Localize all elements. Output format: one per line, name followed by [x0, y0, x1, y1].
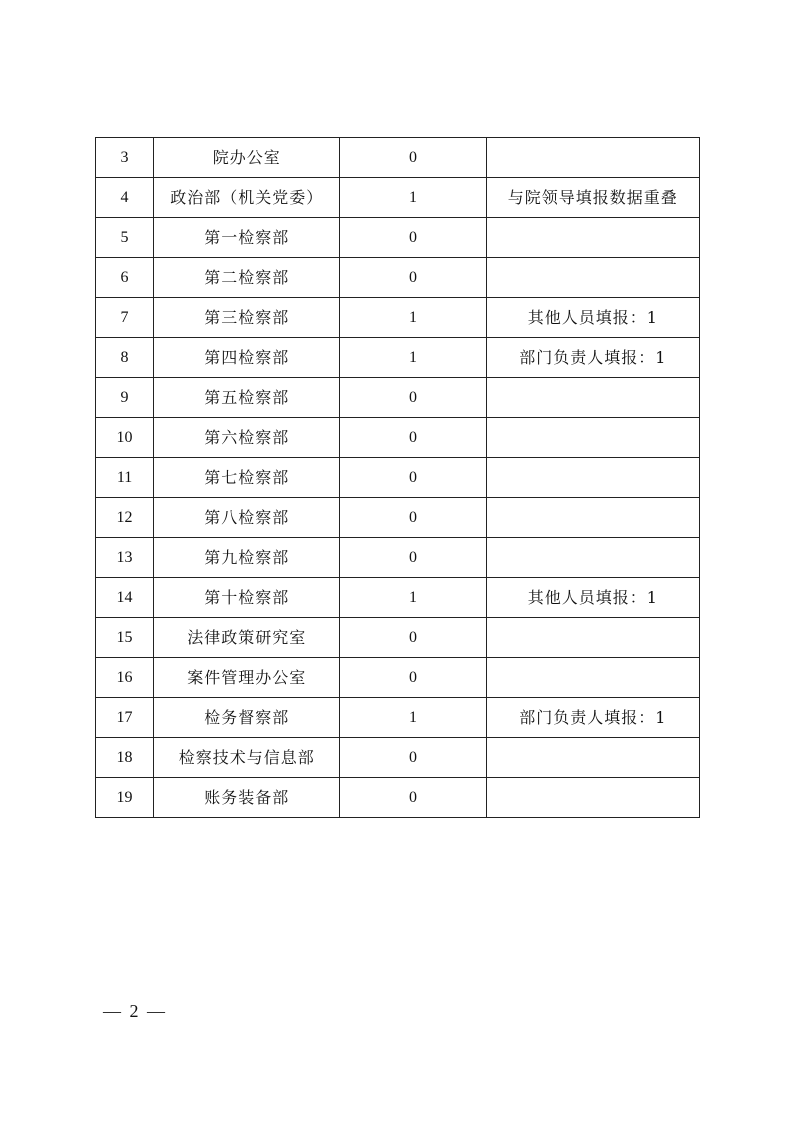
row-number: 19: [96, 778, 154, 818]
department-name: 第二检察部: [154, 258, 340, 298]
count-value: 0: [340, 618, 486, 658]
count-value: 1: [340, 298, 486, 338]
remark: [486, 498, 699, 538]
department-name: 第一检察部: [154, 218, 340, 258]
remark: [486, 378, 699, 418]
department-name: 第七检察部: [154, 458, 340, 498]
row-number: 3: [96, 138, 154, 178]
remark: [486, 138, 699, 178]
remark: 其他人员填报：1: [486, 578, 699, 618]
table-body: [96, 138, 700, 818]
table-row: [96, 298, 700, 338]
table-row: [96, 458, 700, 498]
department-name: 第五检察部: [154, 378, 340, 418]
table-row: [96, 498, 700, 538]
row-number: 16: [96, 658, 154, 698]
row-number: 9: [96, 378, 154, 418]
department-name: 第四检察部: [154, 338, 340, 378]
count-value: 0: [340, 738, 486, 778]
row-number: 18: [96, 738, 154, 778]
department-name: 检察技术与信息部: [154, 738, 340, 778]
count-value: 0: [340, 658, 486, 698]
department-name: 法律政策研究室: [154, 618, 340, 658]
table-row: [96, 178, 700, 218]
count-value: 1: [340, 338, 486, 378]
table-row: [96, 378, 700, 418]
remark: 部门负责人填报：1: [486, 338, 699, 378]
count-value: 0: [340, 538, 486, 578]
row-number: 12: [96, 498, 154, 538]
department-name: 案件管理办公室: [154, 658, 340, 698]
remark: 部门负责人填报：1: [486, 698, 699, 738]
remark: [486, 258, 699, 298]
table-row: [96, 578, 700, 618]
department-name: 第三检察部: [154, 298, 340, 338]
table-row: [96, 218, 700, 258]
row-number: 10: [96, 418, 154, 458]
count-value: 0: [340, 378, 486, 418]
table-row: [96, 138, 700, 178]
remark: [486, 618, 699, 658]
count-value: 0: [340, 498, 486, 538]
remark: 与院领导填报数据重叠: [486, 178, 699, 218]
table-row: [96, 538, 700, 578]
row-number: 4: [96, 178, 154, 218]
count-value: 0: [340, 418, 486, 458]
remark: [486, 658, 699, 698]
row-number: 14: [96, 578, 154, 618]
department-name: 检务督察部: [154, 698, 340, 738]
remark: [486, 778, 699, 818]
count-value: 1: [340, 698, 486, 738]
remark: [486, 738, 699, 778]
count-value: 0: [340, 258, 486, 298]
row-number: 13: [96, 538, 154, 578]
table-row: [96, 698, 700, 738]
department-report-table: [95, 137, 700, 818]
count-value: 0: [340, 138, 486, 178]
row-number: 5: [96, 218, 154, 258]
row-number: 11: [96, 458, 154, 498]
row-number: 8: [96, 338, 154, 378]
table-row: [96, 258, 700, 298]
count-value: 1: [340, 578, 486, 618]
table-row: [96, 738, 700, 778]
table-row: [96, 618, 700, 658]
remark: 其他人员填报：1: [486, 298, 699, 338]
department-name: 第九检察部: [154, 538, 340, 578]
count-value: 0: [340, 778, 486, 818]
row-number: 15: [96, 618, 154, 658]
remark: [486, 418, 699, 458]
row-number: 17: [96, 698, 154, 738]
table-row: [96, 778, 700, 818]
remark: [486, 218, 699, 258]
page-number: — 2 —: [103, 1001, 167, 1021]
department-name: 第八检察部: [154, 498, 340, 538]
remark: [486, 458, 699, 498]
table-row: [96, 658, 700, 698]
row-number: 7: [96, 298, 154, 338]
table-row: [96, 338, 700, 378]
count-value: 1: [340, 178, 486, 218]
table-row: [96, 418, 700, 458]
department-name: 账务装备部: [154, 778, 340, 818]
count-value: 0: [340, 218, 486, 258]
department-name: 院办公室: [154, 138, 340, 178]
row-number: 6: [96, 258, 154, 298]
department-name: 第十检察部: [154, 578, 340, 618]
department-name: 政治部（机关党委）: [154, 178, 340, 218]
department-name: 第六检察部: [154, 418, 340, 458]
count-value: 0: [340, 458, 486, 498]
remark: [486, 538, 699, 578]
